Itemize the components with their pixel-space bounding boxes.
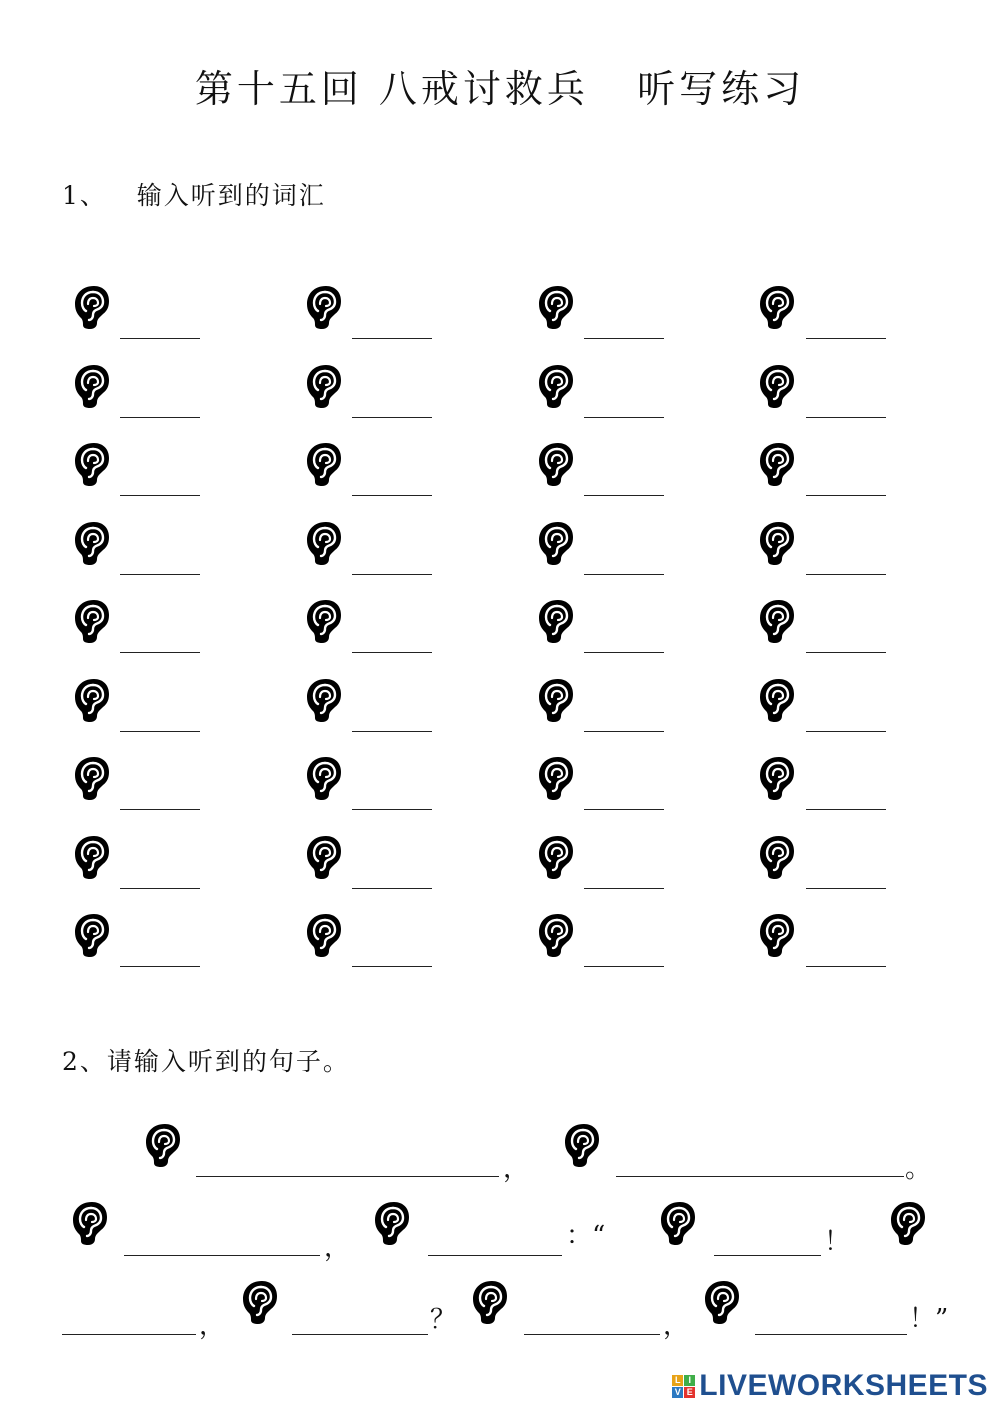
- ear-icon[interactable]: [536, 284, 576, 330]
- vocab-blank[interactable]: [120, 864, 200, 889]
- vocab-blank[interactable]: [120, 942, 200, 967]
- ear-icon[interactable]: [143, 1122, 183, 1168]
- vocab-blank[interactable]: [120, 314, 200, 339]
- vocab-blank[interactable]: [584, 785, 664, 810]
- vocab-blank[interactable]: [352, 942, 432, 967]
- comma: ，: [503, 1154, 530, 1184]
- badge-letter: E: [684, 1387, 695, 1398]
- ear-icon[interactable]: [304, 441, 344, 487]
- ear-icon[interactable]: [72, 441, 112, 487]
- ear-icon[interactable]: [658, 1200, 698, 1246]
- exclamation: ！: [824, 1227, 851, 1257]
- vocab-blank[interactable]: [584, 628, 664, 653]
- ear-icon[interactable]: [536, 598, 576, 644]
- badge-letter: V: [672, 1387, 683, 1398]
- vocab-blank[interactable]: [352, 314, 432, 339]
- vocab-blank[interactable]: [806, 471, 886, 496]
- comma: ，: [324, 1233, 351, 1263]
- sentence-blank-2[interactable]: [616, 1152, 904, 1177]
- vocab-blank[interactable]: [584, 864, 664, 889]
- vocab-blank[interactable]: [806, 785, 886, 810]
- section1-heading: 1、 输入听到的词汇: [62, 181, 326, 210]
- ear-icon[interactable]: [72, 520, 112, 566]
- ear-icon[interactable]: [72, 755, 112, 801]
- vocab-blank[interactable]: [584, 393, 664, 418]
- period: 。: [905, 1154, 932, 1184]
- vocab-blank[interactable]: [584, 314, 664, 339]
- ear-icon[interactable]: [72, 912, 112, 958]
- page-title: 第十五回 八戒讨救兵 听写练习: [194, 67, 806, 111]
- question-mark: ？: [430, 1305, 457, 1335]
- vocab-blank[interactable]: [806, 864, 886, 889]
- ear-icon[interactable]: [72, 284, 112, 330]
- ear-icon[interactable]: [562, 1122, 602, 1168]
- vocab-blank[interactable]: [806, 550, 886, 575]
- sentence-blank-6[interactable]: [62, 1310, 196, 1335]
- vocab-blank[interactable]: [806, 393, 886, 418]
- ear-icon[interactable]: [304, 363, 344, 409]
- vocab-blank[interactable]: [584, 707, 664, 732]
- sentence-blank-7[interactable]: [292, 1310, 428, 1335]
- ear-icon[interactable]: [536, 677, 576, 723]
- vocab-blank[interactable]: [120, 393, 200, 418]
- colon-quote: ：“: [566, 1221, 606, 1251]
- ear-icon[interactable]: [888, 1200, 928, 1246]
- vocab-blank[interactable]: [806, 314, 886, 339]
- vocab-blank[interactable]: [352, 785, 432, 810]
- badge-letter: I: [684, 1375, 695, 1386]
- section2-heading: 2、请输入听到的句子。: [62, 1047, 350, 1076]
- vocab-blank[interactable]: [352, 628, 432, 653]
- vocab-blank[interactable]: [584, 550, 664, 575]
- comma: ，: [663, 1311, 690, 1341]
- vocab-blank[interactable]: [806, 707, 886, 732]
- ear-icon[interactable]: [470, 1279, 510, 1325]
- ear-icon[interactable]: [72, 598, 112, 644]
- sentence-blank-5[interactable]: [714, 1231, 821, 1256]
- ear-icon[interactable]: [536, 520, 576, 566]
- exclamation-close-quote: ！”: [909, 1304, 949, 1334]
- ear-icon[interactable]: [536, 834, 576, 880]
- ear-icon[interactable]: [757, 363, 797, 409]
- liveworksheets-logo[interactable]: [672, 1368, 988, 1404]
- vocab-blank[interactable]: [352, 707, 432, 732]
- ear-icon[interactable]: [757, 755, 797, 801]
- ear-icon[interactable]: [304, 677, 344, 723]
- ear-icon[interactable]: [304, 755, 344, 801]
- live-badge: [672, 1375, 695, 1398]
- ear-icon[interactable]: [536, 912, 576, 958]
- comma: ，: [199, 1311, 226, 1341]
- ear-icon[interactable]: [304, 834, 344, 880]
- ear-icon[interactable]: [536, 441, 576, 487]
- ear-icon[interactable]: [70, 1200, 110, 1246]
- ear-icon[interactable]: [304, 598, 344, 644]
- badge-letter: L: [672, 1375, 683, 1386]
- ear-icon[interactable]: [702, 1279, 742, 1325]
- sentence-blank-8[interactable]: [524, 1310, 660, 1335]
- vocab-blank[interactable]: [352, 550, 432, 575]
- sentence-blank-9[interactable]: [755, 1310, 907, 1335]
- vocab-blank[interactable]: [584, 471, 664, 496]
- ear-icon[interactable]: [536, 363, 576, 409]
- ear-icon[interactable]: [72, 363, 112, 409]
- vocab-blank[interactable]: [120, 471, 200, 496]
- brand-wordmark: LIVEWORKSHEETS: [699, 1369, 988, 1402]
- ear-icon[interactable]: [757, 441, 797, 487]
- sentence-blank-4[interactable]: [428, 1231, 562, 1256]
- ear-icon[interactable]: [72, 834, 112, 880]
- ear-icon[interactable]: [304, 284, 344, 330]
- ear-icon[interactable]: [757, 912, 797, 958]
- vocab-blank[interactable]: [352, 864, 432, 889]
- vocab-blank[interactable]: [120, 785, 200, 810]
- ear-icon[interactable]: [304, 520, 344, 566]
- vocab-blank[interactable]: [806, 942, 886, 967]
- sentence-blank-1[interactable]: [196, 1152, 499, 1177]
- ear-icon[interactable]: [240, 1279, 280, 1325]
- vocab-blank[interactable]: [120, 550, 200, 575]
- ear-icon[interactable]: [757, 834, 797, 880]
- vocab-blank[interactable]: [584, 942, 664, 967]
- ear-icon[interactable]: [757, 677, 797, 723]
- ear-icon[interactable]: [757, 598, 797, 644]
- ear-icon[interactable]: [757, 284, 797, 330]
- vocab-blank[interactable]: [352, 393, 432, 418]
- ear-icon[interactable]: [372, 1200, 412, 1246]
- sentence-blank-3[interactable]: [124, 1231, 320, 1256]
- ear-icon[interactable]: [304, 912, 344, 958]
- ear-icon[interactable]: [757, 520, 797, 566]
- ear-icon[interactable]: [72, 677, 112, 723]
- ear-icon[interactable]: [536, 755, 576, 801]
- vocab-blank[interactable]: [806, 628, 886, 653]
- vocab-blank[interactable]: [352, 471, 432, 496]
- vocab-blank[interactable]: [120, 628, 200, 653]
- vocab-blank[interactable]: [120, 707, 200, 732]
